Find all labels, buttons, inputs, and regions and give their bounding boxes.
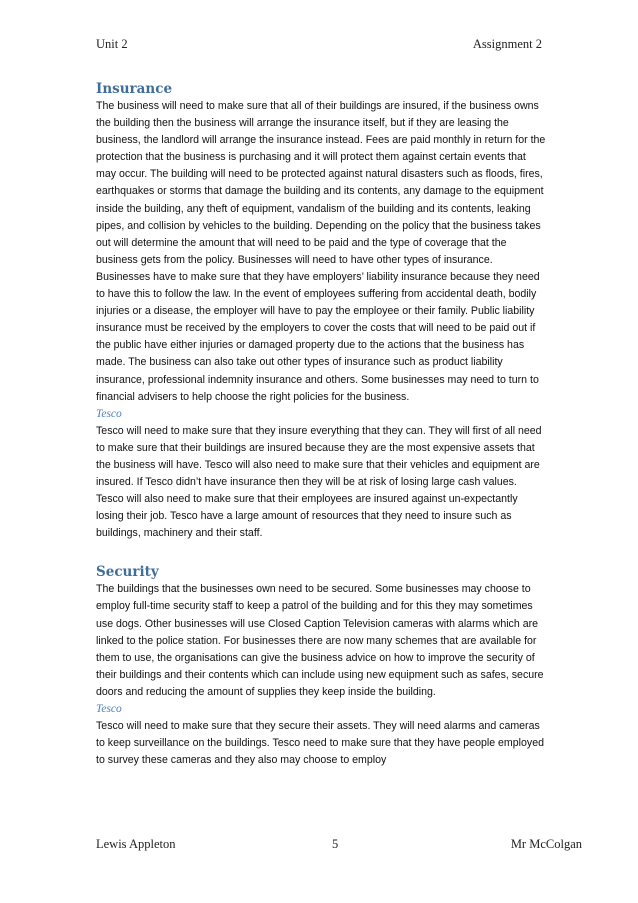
security-tesco-subheading: Tesco [96, 703, 122, 715]
insurance-tesco-subheading: Tesco [96, 407, 122, 420]
security-body: The buildings that the businesses own need to be secured. Some businesses may choose to employ full-time security staff to keep a patrol of the building and for this they may sometimes use dogs. Other businesses will use Closed Caption Television cameras with alarms which are linked to the police station. For businesses there are now many schemes that are available for them to use, the organisations can give the business advice on how to improve the security of their buildings and their contents which can include using new equipment such as safes, secure doors and reducing the amount of supplies they keep inside the building. [96, 583, 544, 698]
insurance-body: The business will need to make sure that all of their buildings are insured, if the business owns the building then the business will arrange the insurance itself, but if they are leasing the business, the landlord will arrange the insurance instead. Fees are paid monthly in return for the protection that the business is purchasing and it will protect them against certain events that may occur. The building will need to be protected against natural disasters such as floods, fires, earthquakes or storms that damage the building and its contents, any damage to the equipment inside the building, any theft of equipment, vandalism of the building and its contents, leaking pipes, and collision by vehicles to the building. Depending on the policy that the business takes out will determine the amount that will need to be paid and the type of coverage that the business gets from the policy. Businesses will need to have other types of insurance. Businesses have to make sure that they have employers’ liability insurance because they need to have this to follow the law. In the event of employees suffering from accidental death, bodily injuries or a disease, the employer will have to pay the employee or their family. Public liability insurance must be received by the employers to cover the costs that will need to be paid out if the public have either injuries or damaged property due to the actions that the business has made. The business can also take out other types of insurance such as product liability insurance, professional indemnity insurance and others. Some businesses may need to turn to financial advisers to help choose the right policies for the business. [96, 100, 546, 403]
footer-author: Lewis Appleton [96, 837, 176, 851]
insurance-tesco-body: Tesco will need to make sure that they insure everything that they can. They will first of all need to make sure that their buildings are insured because they are the most expensive assets that the business will have. Tesco will also need to make sure that their vehicles and equipment are insured. If Tesco didn’t have insurance then they will be at risk of losing large cash values. Tesco will also need to make sure that their employees are insured against un-expectantly losing their job. Tesco have a large amount of resources that they need to insure such as buildings, machinery and their staff. [96, 424, 542, 540]
insurance-heading: Insurance [96, 81, 173, 97]
security-tesco-body: Tesco will need to make sure that they secure their assets. They will need alarms and cameras to keep surveillance on the buildings. Tesco need to make sure that they have people employed to survey these cameras and they also may choose to employ [96, 720, 544, 767]
page-number: 5 [332, 837, 339, 851]
header-assignment: Assignment 2 [472, 37, 542, 51]
footer-teacher: Mr McColgan [510, 837, 582, 851]
section-spacer [96, 542, 547, 563]
page-content [96, 80, 547, 769]
security-heading: Security [96, 564, 159, 581]
header-unit: Unit 2 [96, 37, 128, 51]
